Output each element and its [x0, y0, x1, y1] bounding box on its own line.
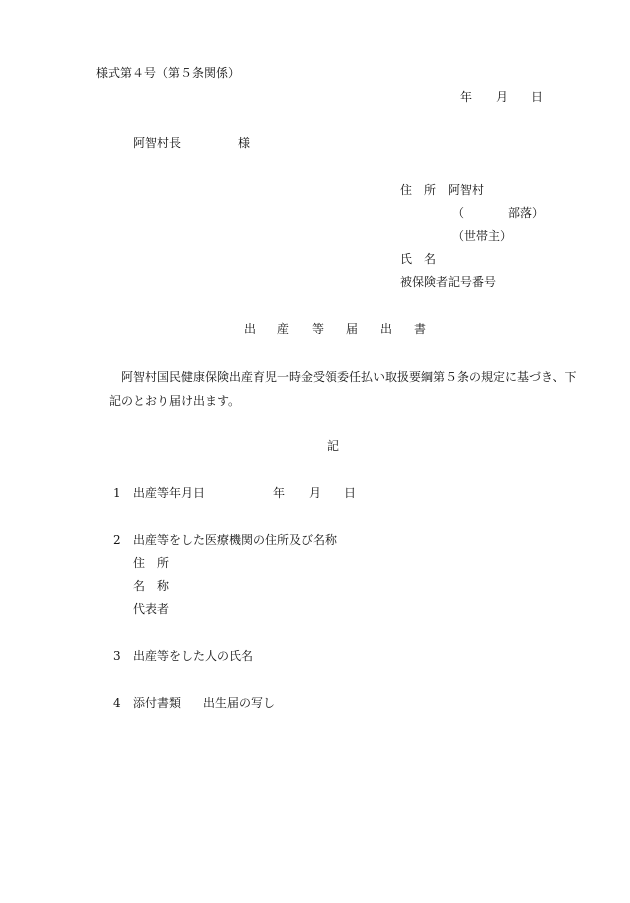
applicant-name-label: 氏 名 — [400, 252, 437, 266]
item-2-label: 出産等をした医療機関の住所及び名称 — [133, 533, 338, 547]
hamlet-close: 部落） — [508, 206, 545, 220]
hamlet-open: （ — [452, 206, 465, 220]
item-2-number: 2 — [113, 533, 121, 547]
ki-heading: 記 — [327, 439, 340, 453]
title-char: 書 — [414, 322, 427, 336]
item-1-number: 1 — [113, 486, 121, 500]
item-1-label: 出産等年月日 — [133, 486, 206, 500]
title-char: 産 — [277, 322, 290, 336]
item-4-label: 添付書類 — [133, 696, 182, 710]
item-1-year-label: 年 — [273, 486, 286, 500]
address-value: 阿智村 — [448, 183, 485, 197]
insured-number-label: 被保険者記号番号 — [400, 275, 497, 289]
addressee-honorific: 様 — [238, 136, 251, 150]
form-number: 様式第４号（第５条関係） — [96, 66, 241, 80]
address-label: 住 所 — [400, 183, 437, 197]
item-4-value: 出生届の写し — [203, 696, 276, 710]
item-2-address-label: 住 所 — [133, 556, 170, 570]
item-1-month-label: 月 — [309, 486, 322, 500]
title-char: 届 — [346, 322, 359, 336]
date-year-label: 年 — [460, 90, 473, 104]
title-char: 等 — [312, 322, 325, 336]
item-2-representative-label: 代表者 — [133, 602, 170, 616]
addressee-name: 阿智村長 — [133, 136, 182, 150]
item-2-name-label: 名 称 — [133, 579, 170, 593]
body-line-2: 記のとおり届け出ます。 — [109, 394, 241, 408]
household-head-label: （世帯主） — [452, 229, 513, 243]
body-line-1: 阿智村国民健康保険出産育児一時金受領委任払い取扱要綱第５条の規定に基づき、下 — [121, 370, 577, 384]
title-char: 出 — [244, 322, 257, 336]
item-4-number: 4 — [113, 696, 121, 710]
date-month-label: 月 — [496, 90, 509, 104]
item-1-day-label: 日 — [344, 486, 357, 500]
date-day-label: 日 — [531, 90, 544, 104]
title-char: 出 — [380, 322, 393, 336]
item-3-label: 出産等をした人の氏名 — [133, 649, 254, 663]
item-3-number: 3 — [113, 649, 121, 663]
